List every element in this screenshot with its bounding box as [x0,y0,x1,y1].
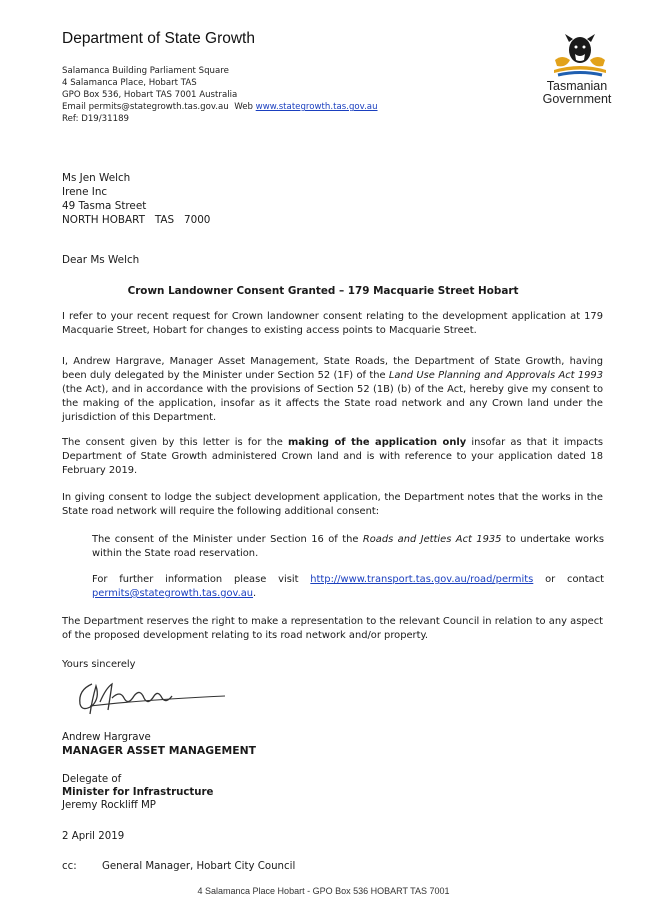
address-line: 4 Salamanca Place, Hobart TAS [62,78,197,88]
indented-item-further-info [92,573,604,601]
recipient-line: Irene Inc [62,186,108,198]
paragraph-delegation [62,355,603,425]
web-label: Web [234,102,256,112]
indented-item-minister-consent [92,533,604,561]
paragraph-reservation: The Department reserves the right to make a representation to the relevant Council in relation to any aspect of the proposed development relating to its road network and/or property. [62,616,603,641]
act-title: Land Use Planning and Approvals Act 1993 [388,370,603,381]
recipient-line: 49 Tasma Street [62,200,147,212]
email-address: permits@stategrowth.tas.gov.au [88,102,229,112]
permits-url-link[interactable]: http://www.transport.tas.gov.au/road/permits [310,574,534,585]
wordmark-line: Tasmanian [546,79,608,93]
recipient-line: NORTH HOBART TAS 7000 [62,214,211,226]
wordmark-line: Government [542,92,612,106]
text-run: (the Act), and in accordance with the provisions of Section 52 (1B) (b) of the Act, hereby give my consent to the making of the application, insofar as it affects the State road network and any Crown land under the jurisdiction of this Department. [62,384,603,423]
text-run: I, Andrew Hargrave, Manager Asset Management, State Roads, the Department of State Growth, having been duly delegated by the Minister under Section 52 (1F) of the [62,356,603,381]
recipient-address [62,171,210,227]
department-title: Department of State Growth [62,30,255,47]
minister-name: Jeremy Rockliff MP [62,800,156,811]
reference-number: Ref: D19/31189 [62,114,130,124]
government-wordmark [527,80,627,106]
text-run: The consent given by this letter is for the [62,437,288,448]
page-footer: 4 Salamanca Place Hobart - GPO Box 536 HOBART TAS 7001 [197,886,450,896]
text-run: The consent of the Minister under Section 16 of the [92,534,363,545]
address-line: Salamanca Building Parliament Square [62,66,229,76]
signatory-title: MANAGER ASSET MANAGEMENT [62,744,256,757]
paragraph-consent-scope [62,436,603,478]
signatory-name: Andrew Hargrave [62,732,151,743]
emphasis-text: making of the application only [288,437,467,448]
closing: Yours sincerely [62,659,136,670]
text-run: . [253,588,257,599]
website-link[interactable]: www.stategrowth.tas.gov.au [255,102,378,112]
email-label: Email [62,102,89,112]
salutation: Dear Ms Welch [62,254,140,266]
cc-recipient: General Manager, Hobart City Council [102,861,296,872]
text-run: insofar as that it impacts Department of State Growth administered Crown land and is with reference to your application dated 18 February 2019. [62,437,604,476]
paragraph-additional-consent: In giving consent to lodge the subject development application, the Department notes that the works in the State road network will require the following additional consent: [62,492,603,517]
delegate-label: Delegate of [62,774,122,785]
signature-icon [70,676,230,720]
letter-date: 2 April 2019 [62,831,125,842]
recipient-line: Ms Jen Welch [62,172,131,184]
paragraph-request: I refer to your recent request for Crown landowner consent relating to the development application at 179 Macquarie Street, Hobart for changes to existing access points to Macquarie Street. [62,311,603,336]
address-line: GPO Box 536, Hobart TAS 7001 Australia [62,90,238,100]
cc-label: cc: [62,861,77,872]
permits-email-link[interactable]: permits@stategrowth.tas.gov.au [92,588,254,599]
act-title: Roads and Jetties Act 1935 [362,534,502,545]
delegate-block [62,773,213,812]
delegate-office: Minister for Infrastructure [62,787,214,798]
subject-heading: Crown Landowner Consent Granted – 179 Macquarie Street Hobart [127,285,519,297]
signatory-block [62,731,256,757]
sender-address-block [62,65,378,125]
contact-line [62,101,378,113]
text-run: to undertake works within the State road reservation. [92,534,604,559]
text-run: or contact [533,574,604,585]
text-run: For further information please visit [92,574,311,585]
